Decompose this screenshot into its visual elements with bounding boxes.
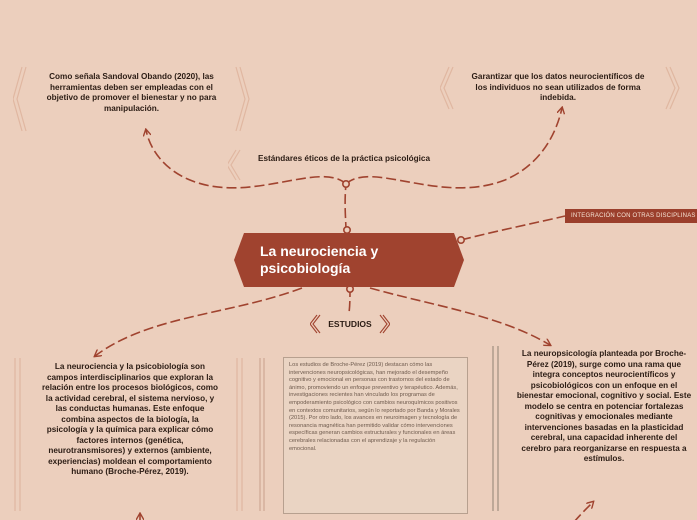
studies-left-note-bracket-left: [12, 357, 28, 512]
ethics-left-note[interactable]: [44, 72, 219, 114]
ethics-right-note-text: Garantizar que los datos neurocientíficos de los individuos no sean utilizados de forma indebida.: [471, 72, 645, 102]
ethics-left-bracket: [228, 149, 242, 181]
integration-tag-label: INTEGRACIÓN CON OTRAS DISCIPLINAS: [571, 213, 696, 219]
studies-topic-label: ESTUDIOS: [328, 319, 372, 329]
central-topic-title: La neurociencia y psicobiología: [260, 243, 379, 276]
connector-central-to-integration: [461, 216, 565, 240]
studies-left-note-bracket-right: [234, 357, 250, 512]
ethics-left-note-bracket-right: [234, 66, 250, 132]
studies-topic[interactable]: [322, 319, 378, 330]
ethics-topic-label: Estándares éticos de la práctica psicológica: [258, 154, 431, 163]
studies-left-note-text: La neurociencia y la psicobiología son campos interdisciplinarios que exploran la relación entre los procesos biológicos, como la actividad cerebral, el sistema nervioso, y las conductas humanas. Este enfoque combina aspectos de la biología, la psicología y la química para explicar cómo factores internos (genética, neurotransmisores) y externos (ambiente, experiencias) moldean el comportamiento humano (Broche-Pérez, 2019).: [41, 362, 219, 476]
connector-central-to-ethics: [345, 184, 346, 232]
studies-center-note-bracket-left: [257, 357, 269, 512]
ethics-right-note-bracket-left: [440, 66, 456, 110]
studies-left-bracket: [310, 314, 322, 334]
ethics-right-note-bracket-right: [664, 66, 680, 110]
connector-central-to-right-note: [370, 288, 550, 345]
studies-left-note[interactable]: [40, 362, 220, 478]
connector-dot-ethics: [343, 181, 349, 187]
integration-tag[interactable]: [565, 209, 697, 223]
studies-center-note-text: Los estudios de Broche-Pérez (2019) destacan cómo las intervenciones neuropsicológicas, han mejorado el desempeño cognitivo y emocional en personas con trastornos del estado de ánimo, promoviendo un enfoque preventivo y terapéutico. Además, investigaciones recientes han vinculado los programas de empoderamiento psicológico con cambios neuroquímicos positivos en contextos comunitarios, según lo reportado por Banda y Morales (2015). Por otro lado, los avances en neuroimagen y tecnología de resonancia magnética han permitido validar cómo intervenciones específicas generan cambios estructurales y funcionales en áreas cerebrales relacionadas con el aprendizaje y la regulación emocional.: [289, 362, 460, 452]
ethics-right-note[interactable]: [468, 72, 648, 104]
connector-ethics-to-right-note: [346, 108, 562, 188]
studies-right-note-bracket-left: [490, 345, 506, 512]
connector-bottom-right: [574, 502, 593, 520]
central-topic[interactable]: [234, 233, 464, 287]
connector-central-to-left-note: [95, 288, 302, 356]
ethics-left-note-text: Como señala Sandoval Obando (2020), las herramientas deben ser empleadas con el objetivo de promover el bienestar y no para manipulación.: [46, 72, 217, 113]
ethics-topic[interactable]: [258, 154, 430, 165]
ethics-left-note-bracket-left: [13, 66, 29, 132]
studies-right-bracket: [378, 314, 390, 334]
studies-right-note-text: La neuropsicología planteada por Broche-Pérez (2019), surge como una rama que integra conceptos neurocientíficos y psicobiológicos con un enfoque en el bienestar emocional, cognitivo y social. Este modelo se centra en potenciar fortalezas cognitivas y emocionales mediante intervenciones basadas en la plasticidad cerebral, una capacidad inherente del cerebro para reorganizarse en respuesta a estímulos.: [516, 349, 692, 463]
studies-center-note[interactable]: [283, 357, 468, 514]
studies-right-note[interactable]: [515, 349, 693, 465]
